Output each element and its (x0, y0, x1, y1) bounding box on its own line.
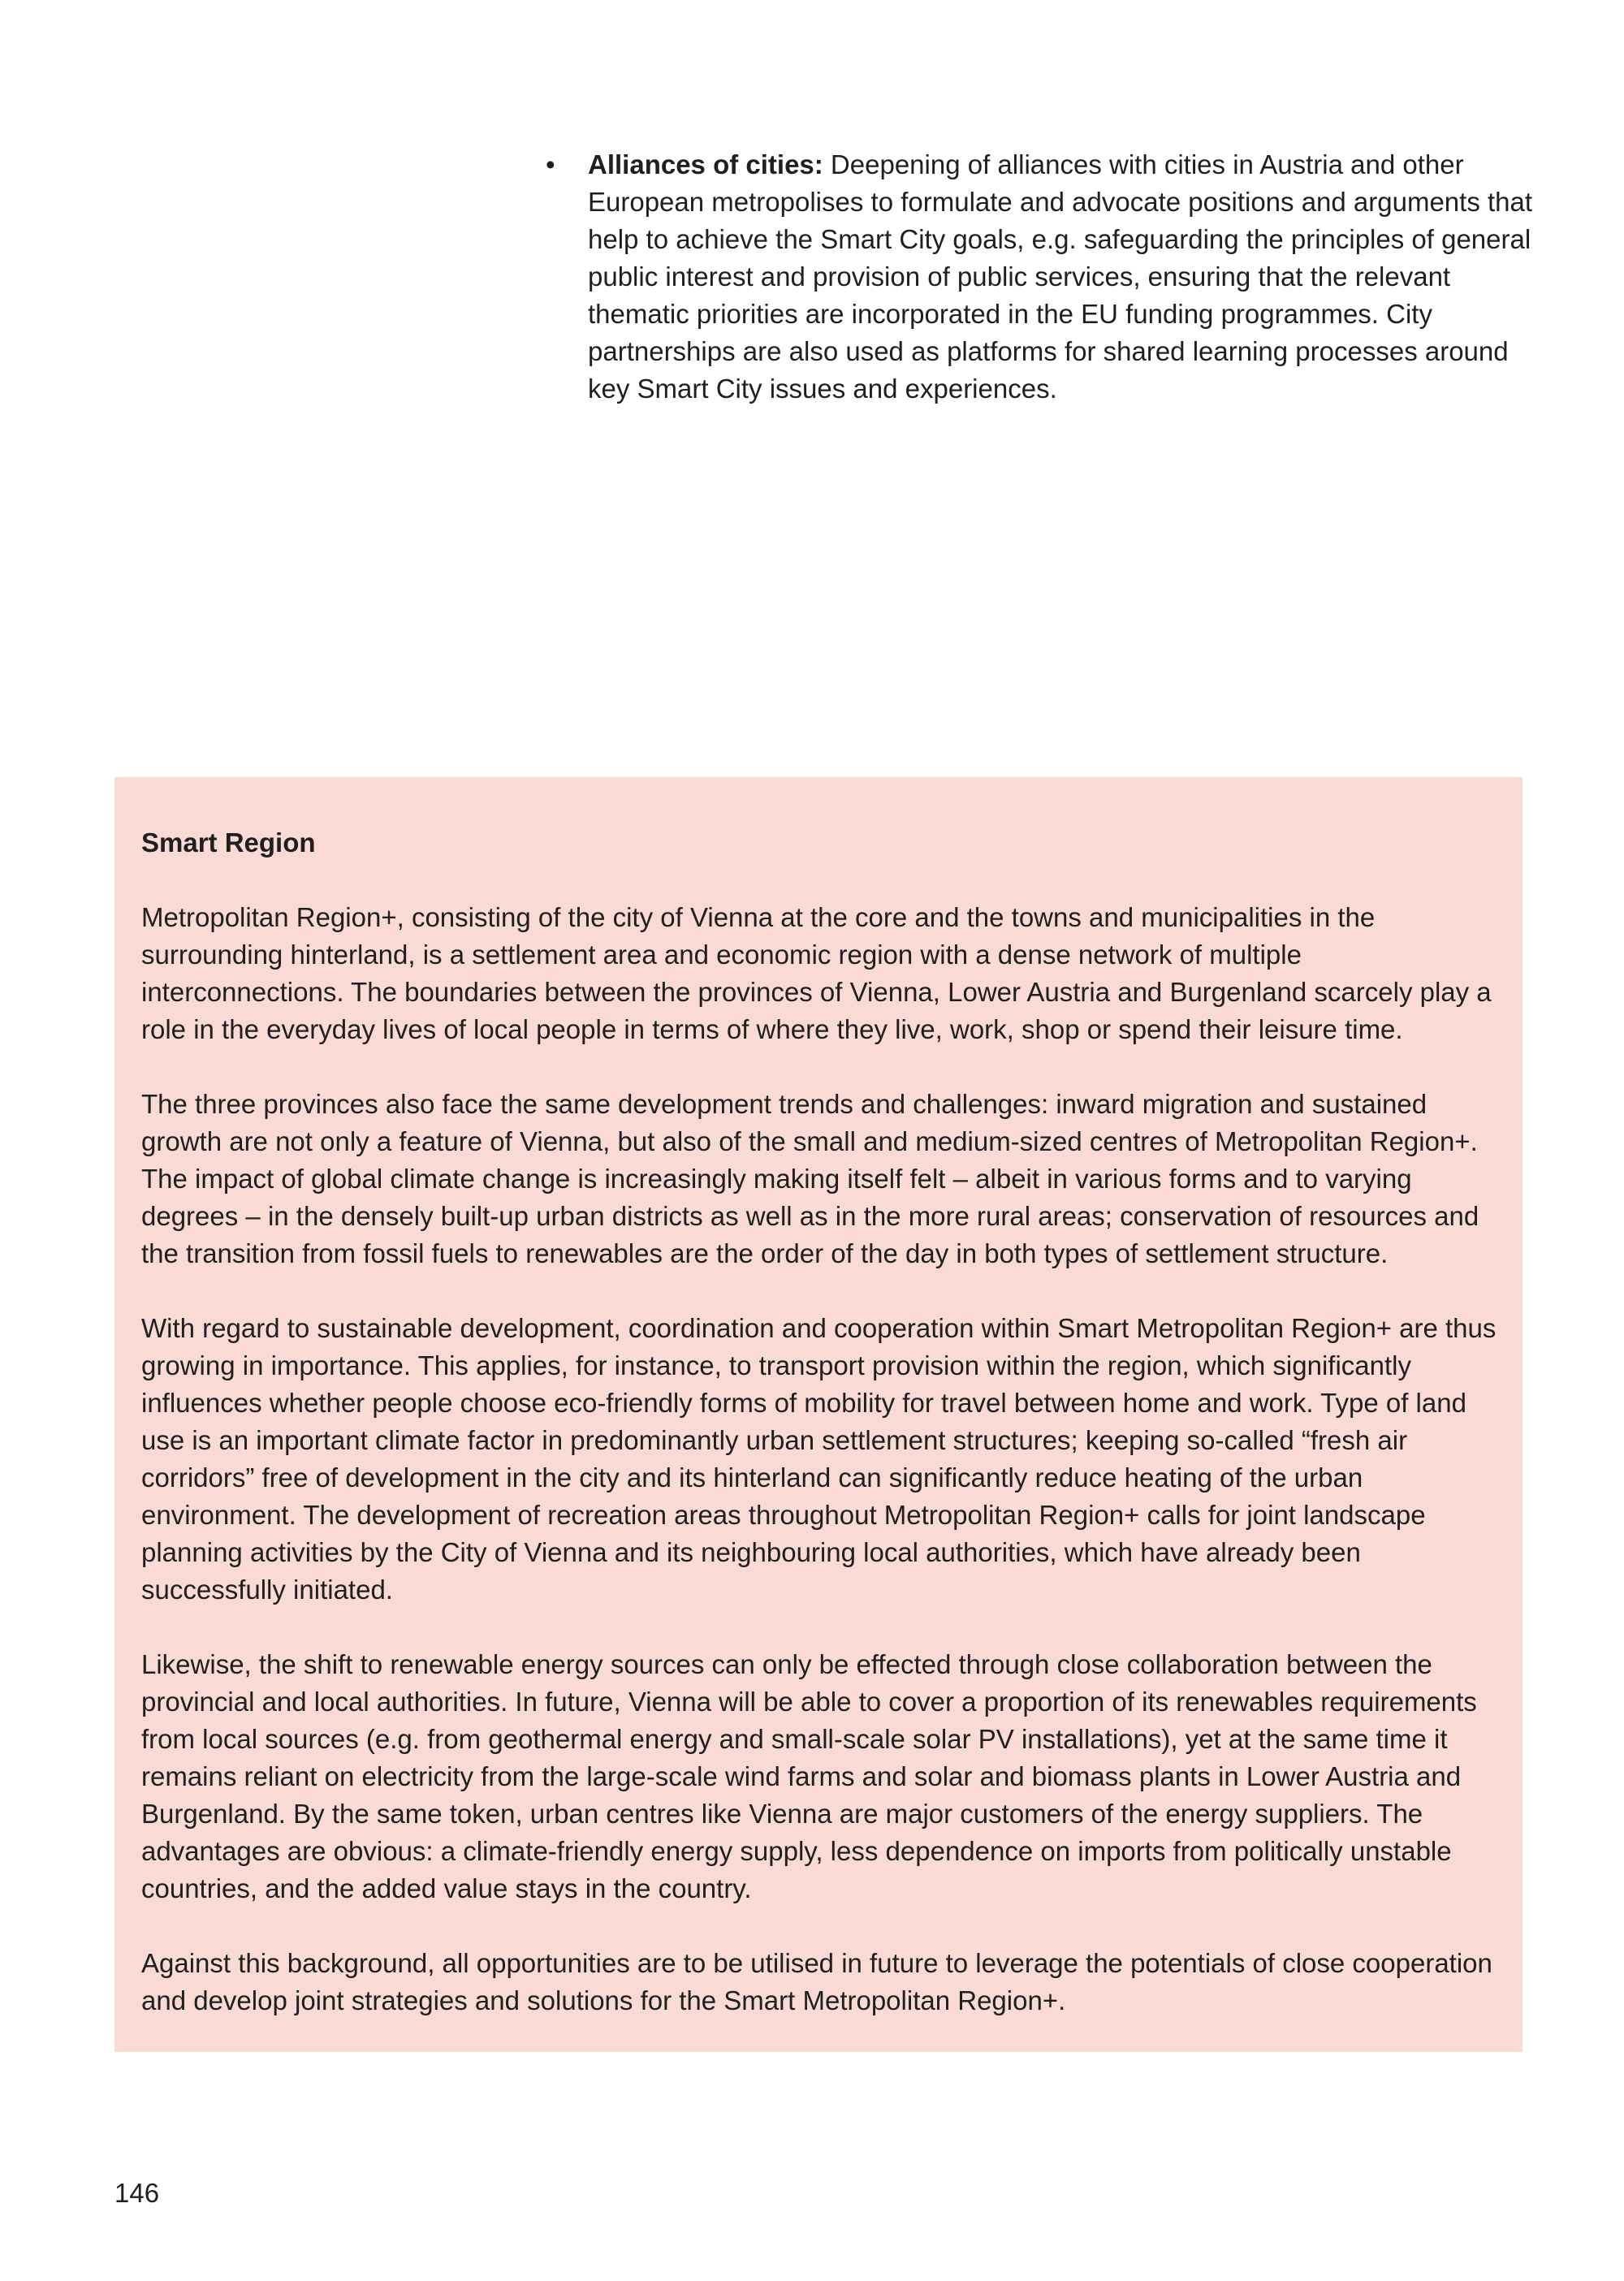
box-paragraph: Metropolitan Region+, consisting of the city of Vienna at the core and the towns and municipalities in the surrounding hinterland, is a settlement area and economic region with a dense network of multiple interconnections. The boundaries between the provinces of Vienna, Lower Austria and Burgenland scarcely play a role in the everyday lives of local people in terms of where they live, work, shop or spend their leisure time. (141, 902, 1492, 1044)
bullet-text: Deepening of alliances with cities in Austria and other European metropolises to formulate and advocate positions and arguments that help to achieve the Smart City goals, e.g. safeguarding the principles of general public interest and provision of public services, ensuring that the relevant thematic priorities are incorporated in the EU funding programmes. City partnerships are also used as platforms for shared learning processes around key Smart City issues and experiences. (588, 149, 1533, 404)
box-paragraph: With regard to sustainable development, coordination and cooperation within Smart Metropolitan Region+ are thus growing in importance. This applies, for instance, to transport provision within the region, which significantly influences whether people choose eco-friendly forms of mobility for travel between home and work. Type of land use is an important climate factor in predominantly urban settlement structures; keeping so-called “fresh air corridors” free of development in the city and its hinterland can significantly reduce heating of the urban environment. The development of recreation areas throughout Metropolitan Region+ calls for joint landscape planning activities by the City of Vienna and its neighbouring local authorities, which have already been successfully initiated. (141, 1313, 1497, 1605)
bullet-item-alliances (546, 146, 1538, 408)
bullet-title: Alliances of cities: (588, 149, 823, 179)
bullet-dot: • (546, 149, 555, 179)
box-paragraph: Likewise, the shift to renewable energy sources can only be effected through close collaboration between the provincial and local authorities. In future, Vienna will be able to cover a proportion of its renewables requirements from local sources (e.g. from geothermal energy and small-scale solar PV installations), yet at the same time it remains reliant on electricity from the large-scale wind farms and solar and biomass plants in Lower Austria and Burgenland. By the same token, urban centres like Vienna are major customers of the energy suppliers. The advantages are obvious: a climate-friendly energy supply, less dependence on imports from politically unstable countries, and the added value stays in the country. (141, 1649, 1477, 1903)
box-paragraph: The three provinces also face the same development trends and challenges: inward migration and sustained growth are not only a feature of Vienna, but also of the small and medium-sized centres of Metropolitan Region+. The impact of global climate change is increasingly making itself felt – albeit in various forms and to varying degrees – in the densely built-up urban districts as well as in the more rural areas; conservation of resources and the transition from fossil fuels to renewables are the order of the day in both types of settlement structure. (141, 1089, 1479, 1268)
box-title: Smart Region (141, 827, 316, 858)
smart-region-content (141, 824, 1505, 2057)
smart-region-box (114, 777, 1522, 2052)
page-number: 146 (114, 2178, 160, 2208)
box-paragraph: Against this background, all opportunities are to be utilised in future to leverage the potentials of close cooperation and develop joint strategies and solutions for the Smart Metropolitan Region+. (141, 1948, 1492, 2015)
